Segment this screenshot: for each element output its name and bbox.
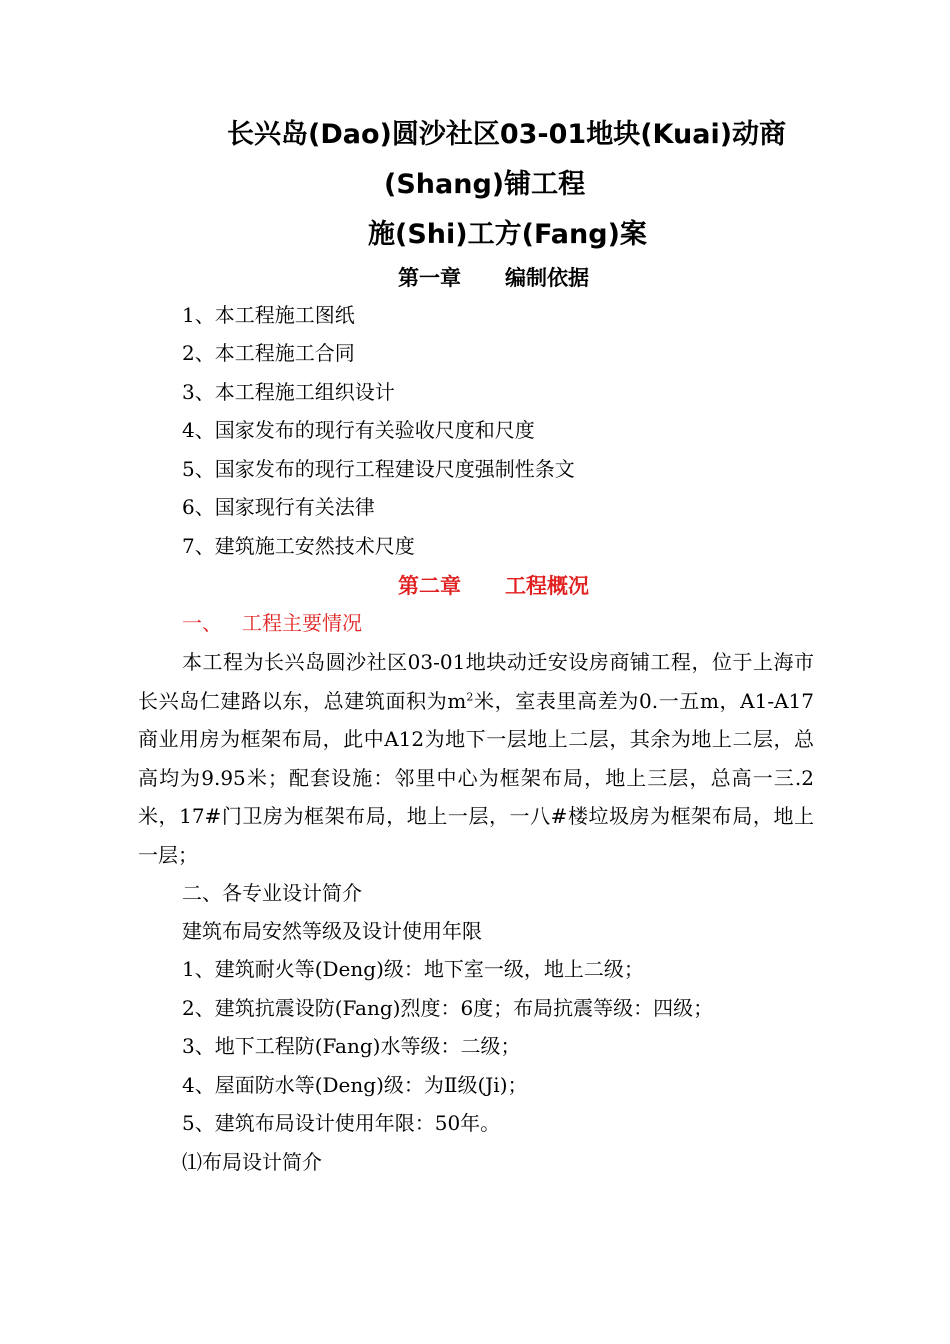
chapter-2-name: 工程概况 bbox=[505, 574, 589, 598]
chapter-1-heading bbox=[398, 264, 589, 292]
basis-item: 5、国家发布的现行工程建设尺度强制性条文 bbox=[182, 457, 575, 481]
overview-text-part-2: 米，室表里高差为0.一五m，A1-A17商业用房为框架布局，此中A12为地下一层地上二层，其余为地上二层，总高均为9.95米；配套设施：邻里中心为框架布局，地上三层，总高一三.2米，17#门卫房为框架布局，地上一层，一八#楼垃圾房为框架布局，地上一层； bbox=[138, 688, 814, 867]
basis-item: 1、本工程施工图纸 bbox=[182, 303, 355, 327]
structure-design-heading: ⑴布局设计简介 bbox=[182, 1150, 322, 1174]
overview-paragraph bbox=[138, 643, 814, 875]
section-2-heading: 二、各专业设计简介 bbox=[182, 881, 362, 905]
section-1-title: 工程主要情况 bbox=[242, 611, 362, 635]
document-title-line-1: 长兴岛(Dao)圆沙社区03-01地块(Kuai)动商 bbox=[227, 119, 787, 150]
basis-item: 7、建筑施工安然技术尺度 bbox=[182, 534, 415, 558]
basis-item: 6、国家现行有关法律 bbox=[182, 495, 375, 519]
chapter-2-number: 第二章 bbox=[398, 574, 461, 598]
basis-item: 4、国家发布的现行有关验收尺度和尺度 bbox=[182, 418, 535, 442]
design-item: 2、建筑抗震设防(Fang)烈度：6度；布局抗震等级：四级； bbox=[182, 996, 714, 1020]
document-title-line-2: (Shang)铺工程 bbox=[384, 169, 586, 200]
overview-text-part-1: 本工程为长兴岛圆沙社区03-01地块动迁安设房商铺工程，位于上海市长兴岛仁建路以东，总建筑面积为m bbox=[138, 650, 814, 713]
basis-item: 2、本工程施工合同 bbox=[182, 341, 355, 365]
basis-item: 3、本工程施工组织设计 bbox=[182, 380, 395, 404]
design-item: 1、建筑耐火等(Deng)级：地下室一级，地上二级； bbox=[182, 957, 644, 981]
chapter-2-heading bbox=[398, 572, 589, 600]
design-item: 3、地下工程防(Fang)水等级：二级； bbox=[182, 1034, 521, 1058]
design-subheading: 建筑布局安然等级及设计使用年限 bbox=[182, 919, 482, 943]
area-unit-superscript: 2 bbox=[466, 689, 474, 703]
chapter-1-name: 编制依据 bbox=[505, 266, 589, 290]
section-1-marker: 一、 bbox=[182, 611, 222, 635]
design-item: 5、建筑布局设计使用年限：50年。 bbox=[182, 1111, 501, 1135]
design-item: 4、屋面防水等(Deng)级：为Ⅱ级(Ji)； bbox=[182, 1073, 528, 1097]
document-title-line-3: 施(Shi)工方(Fang)案 bbox=[368, 219, 647, 250]
section-1-heading bbox=[182, 609, 362, 637]
chapter-1-number: 第一章 bbox=[398, 266, 461, 290]
